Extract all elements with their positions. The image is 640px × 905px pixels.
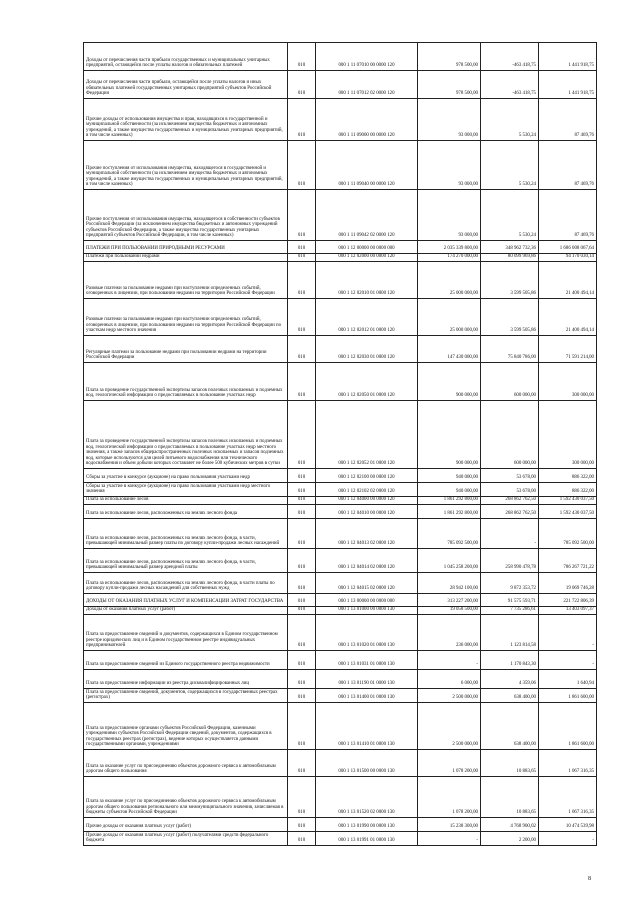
approved-plan: 1 078 200,00 [418,777,481,818]
budget-classification-code: 000 1 13 01991 01 0000 130 [316,832,418,846]
approved-plan: 93 000,00 [418,190,481,241]
table-row [84,71,597,99]
revenue-name: Плата за использование лесов, расположенных на землях лесного фонда [84,505,288,519]
unexecuted-amount: 1 441 918,75 [539,43,597,71]
revenue-name: Прочие поступления от использования имущества, находящегося в собственности субъектов Российской Федерации (за исключением имущества бюджетных и автономных учреждений субъектов Российской Федерации, а также имущества государственных унитарных предприятий субъектов Российской Федерации, в том числе казенных) [84,190,288,241]
executed-amount: - [481,519,539,549]
table-row [84,299,597,336]
revenue-name: Платежи при пользовании недрами [84,254,288,262]
revenue-name: Разовые платежи за пользование недрами при наступлении определенных событий, оговоренных в лицензии, при пользовании недрами на территории Российской Федерации [84,262,288,299]
approved-plan: 6 000,00 [418,670,481,689]
executed-amount: 75 840 786,00 [481,336,539,363]
table-row [84,505,597,519]
line-code: 010 [288,777,316,818]
table-row [84,670,597,689]
revenue-name: Плата за оказание услуг по присоединению объектов дорожного сервиса к автомобильным дорогам общего пользования регионального или межмуниципального значения, зачисляемая в бюджеты субъектов Российской Федерации [84,777,288,818]
budget-classification-code: 000 1 13 01500 00 0000 130 [316,750,418,777]
line-code: 010 [288,363,316,401]
table-row [84,549,597,573]
unexecuted-amount: - [539,615,597,651]
unexecuted-amount: 1 067 316,35 [539,750,597,777]
line-code: 010 [288,43,316,71]
executed-amount: 4 768 900,02 [481,818,539,832]
budget-classification-code: 000 1 12 02010 01 0000 120 [316,262,418,299]
approved-plan: 2 500 000,00 [418,689,481,703]
revenue-name: Сборы за участие в конкурсе (аукционе) на право пользования участками недр местного значения [84,483,288,497]
approved-plan: 1 078 200,00 [418,750,481,777]
approved-plan: 900 000,00 [418,363,481,401]
executed-amount: 9 872 353,72 [481,573,539,594]
revenue-name: Плата за предоставление сведений из Единого государственного реестра недвижимости [84,651,288,670]
approved-plan: 19 058 500,00 [418,607,481,615]
revenue-name: Плата за использование лесов, расположенных на землях лесного фонда, в части платы по договору купли-продажи лесных насаждений для собственных нужд [84,573,288,594]
line-code: 010 [288,519,316,549]
unexecuted-amount: 21 400 494,14 [539,299,597,336]
budget-classification-code: 000 1 12 00000 00 0000 000 [316,241,418,254]
executed-amount: 10 883,65 [481,777,539,818]
executed-amount: 4 359,06 [481,670,539,689]
line-code: 010 [288,71,316,99]
budget-classification-code: 000 1 13 01000 00 0000 130 [316,607,418,615]
unexecuted-amount: 13 403 097,37 [539,607,597,615]
table-row [84,651,597,670]
line-code: 010 [288,241,316,254]
line-code: 010 [288,818,316,832]
page-number: 8 [588,876,591,882]
table-row [84,519,597,549]
budget-classification-code: 000 1 13 01190 01 0000 130 [316,670,418,689]
executed-amount: -463 418,75 [481,43,539,71]
approved-plan: 2 035 339 800,00 [418,241,481,254]
unexecuted-amount: 300 000,00 [539,363,597,401]
approved-plan: 1 861 292 800,00 [418,497,481,505]
table-row [84,141,597,190]
budget-classification-code: 000 1 11 07012 02 0000 120 [316,71,418,99]
budget-classification-code: 000 1 12 02102 02 0000 120 [316,483,418,497]
approved-plan: - [418,832,481,846]
revenue-name: Доходы от перечисления части прибыли государственных и муниципальных унитарных предприятий, остающейся после уплаты налогов и обязательных платежей [84,43,288,71]
revenue-name: Плата за предоставление сведений и документов, содержащихся в Едином государственном реестре юридических лиц и в Едином государственном реестре индивидуальных предпринимателей [84,615,288,651]
revenue-name: Плата за использование лесов, расположенных на землях лесного фонда, в части, превышающей минимальный размер платы по договору купли-продажи лесных насаждений [84,519,288,549]
line-code: 010 [288,190,316,241]
approved-plan: 93 000,00 [418,141,481,190]
approved-plan: 978 500,00 [418,71,481,99]
unexecuted-amount: 300 000,00 [539,401,597,469]
approved-plan: 940 000,00 [418,469,481,483]
table-row [84,689,597,703]
approved-plan: 25 000 000,00 [418,299,481,336]
line-code: 010 [288,99,316,141]
budget-revenue-table [83,42,597,846]
budget-classification-code: 000 1 12 02012 01 0000 120 [316,299,418,336]
budget-classification-code: 000 1 12 02050 01 0000 120 [316,363,418,401]
budget-classification-code: 000 1 12 02052 01 0000 120 [316,401,418,469]
table-row [84,401,597,469]
budget-classification-code: 000 1 13 01520 02 0000 130 [316,777,418,818]
executed-amount: 268 862 762,50 [481,505,539,519]
unexecuted-amount: 87 469,76 [539,141,597,190]
approved-plan: 1 861 292 800,00 [418,505,481,519]
unexecuted-amount: 786 267 721,22 [539,549,597,573]
executed-amount: 5 530,24 [481,99,539,141]
unexecuted-amount: 886 322,00 [539,469,597,483]
table-row [84,607,597,615]
revenue-name: Плата за использование лесов, расположенных на землях лесного фонда, в части, превышающей минимальный размер арендной платы [84,549,288,573]
approved-plan: 93 000,00 [418,99,481,141]
approved-plan: 978 500,00 [418,43,481,71]
unexecuted-amount: 19 069 746,28 [539,573,597,594]
unexecuted-amount: 1 067 316,35 [539,777,597,818]
revenue-name: Плата за проведение государственной экспертизы запасов полезных ископаемых и подземных вод, геологической информации о предоставляемых в пользование участках недр [84,363,288,401]
approved-plan: 2 500 000,00 [418,703,481,750]
revenue-name: Плата за оказание услуг по присоединению объектов дорожного сервиса к автомобильным дорогам общего пользования [84,750,288,777]
revenue-name: Плата за проведение государственной экспертизы запасов полезных ископаемых и подземных вод, геологической информации о предоставляемых в пользование участках недр местного значения, а также запасов общераспространенных полезных ископаемых и запасов подземных вод, которые используются для целей питьевого водоснабжения или технического водоснабжения и объем добычи которых составляет не более 500 кубических метров в сутки [84,401,288,469]
unexecuted-amount: - [539,651,597,670]
approved-plan: 940 000,00 [418,483,481,497]
unexecuted-amount: 87 469,76 [539,190,597,241]
executed-amount: 91 575 593,71 [481,594,539,607]
approved-plan: 313 227 200,00 [418,594,481,607]
line-code: 010 [288,651,316,670]
table-row [84,469,597,483]
budget-classification-code: 000 1 12 04015 02 0000 120 [316,573,418,594]
table-row [84,832,597,846]
budget-classification-code: 000 1 13 00000 00 0000 000 [316,594,418,607]
executed-amount: 2 200,00 [481,832,539,846]
table-row [84,615,597,651]
budget-classification-code: 000 1 13 01410 01 0000 130 [316,703,418,750]
line-code: 010 [288,703,316,750]
approved-plan: 25 000 000,00 [418,262,481,299]
executed-amount: 5 530,24 [481,190,539,241]
line-code: 010 [288,505,316,519]
revenue-name: Плата за предоставление органами субъектов Российской Федерации, казенными учреждениями субъектов Российской Федерации сведений, документов, содержащихся в государственных реестрах (регистрах), ведение которых осуществляется данными государственными органами, учреждениями [84,703,288,750]
unexecuted-amount: 1 640,94 [539,670,597,689]
table-row [84,43,597,71]
approved-plan: 174 270 000,00 [418,254,481,262]
budget-classification-code: 000 1 12 02000 00 0000 120 [316,254,418,262]
budget-classification-code: 000 1 13 01031 01 0000 130 [316,651,418,670]
executed-amount: 348 962 732,36 [481,241,539,254]
executed-amount: 1 123 814,58 [481,615,539,651]
executed-amount: 80 099 969,86 [481,254,539,262]
line-code: 010 [288,262,316,299]
executed-amount: -463 418,75 [481,71,539,99]
line-code: 010 [288,401,316,469]
budget-classification-code: 000 1 12 02030 01 0000 120 [316,336,418,363]
unexecuted-amount: 1 441 918,75 [539,71,597,99]
revenue-name: Плата за предоставление информации из реестра дисквалифицированных лиц [84,670,288,689]
executed-amount: 638 400,00 [481,703,539,750]
revenue-name: Сборы за участие в конкурсе (аукционе) на право пользования участками недр [84,469,288,483]
unexecuted-amount: 87 469,76 [539,99,597,141]
table-row [84,750,597,777]
unexecuted-amount: 1 686 008 067,64 [539,241,597,254]
line-code: 010 [288,689,316,703]
table-row [84,190,597,241]
table-row [84,703,597,750]
executed-amount: 600 000,00 [481,401,539,469]
unexecuted-amount: 94 170 030,14 [539,254,597,262]
line-code: 010 [288,497,316,505]
executed-amount: 10 883,65 [481,750,539,777]
table-row [84,363,597,401]
unexecuted-amount: 1 861 600,00 [539,689,597,703]
executed-amount: 5 530,24 [481,141,539,190]
budget-classification-code: 000 1 12 02100 00 0000 120 [316,469,418,483]
revenue-name: Плата за использование лесов [84,497,288,505]
approved-plan: 15 238 300,00 [418,818,481,832]
approved-plan: 900 000,00 [418,401,481,469]
executed-amount: 53 678,00 [481,483,539,497]
budget-classification-code: 000 1 13 01400 01 0000 130 [316,689,418,703]
unexecuted-amount: 221 722 806,39 [539,594,597,607]
executed-amount: 638 400,00 [481,689,539,703]
unexecuted-amount: 21 400 494,14 [539,262,597,299]
table-row [84,594,597,607]
unexecuted-amount: 1 592 430 037,50 [539,505,597,519]
budget-classification-code: 000 1 11 07010 00 0000 120 [316,43,418,71]
revenue-name: Доходы от оказания платных услуг (работ) [84,607,288,615]
budget-classification-code: 000 1 12 04014 02 0000 120 [316,549,418,573]
line-code: 010 [288,670,316,689]
executed-amount: 3 599 505,86 [481,262,539,299]
table-row [84,241,597,254]
line-code: 010 [288,299,316,336]
revenue-name: ДОХОДЫ ОТ ОКАЗАНИЯ ПЛАТНЫХ УСЛУГ И КОМПЕНСАЦИИ ЗАТРАТ ГОСУДАРСТВА [84,594,288,607]
budget-classification-code: 000 1 11 09040 00 0000 120 [316,141,418,190]
unexecuted-amount: 1 592 430 037,50 [539,497,597,505]
line-code: 010 [288,336,316,363]
budget-classification-code: 000 1 11 09000 00 0000 120 [316,99,418,141]
line-code: 010 [288,832,316,846]
line-code: 010 [288,750,316,777]
budget-classification-code: 000 1 12 04000 00 0000 120 [316,497,418,505]
revenue-name: Прочие доходы от оказания платных услуг (работ) получателями средств федерального бюджета [84,832,288,846]
executed-amount: 3 599 505,86 [481,299,539,336]
revenue-name: Прочие доходы от оказания платных услуг (работ) [84,818,288,832]
unexecuted-amount: 785 092 500,00 [539,519,597,549]
line-code: 010 [288,141,316,190]
table-row [84,336,597,363]
approved-plan: - [418,651,481,670]
approved-plan: 236 000,00 [418,615,481,651]
unexecuted-amount: 886 322,00 [539,483,597,497]
executed-amount: 53 678,00 [481,469,539,483]
budget-classification-code: 000 1 13 01020 01 0000 130 [316,615,418,651]
line-code: 010 [288,254,316,262]
unexecuted-amount: - [539,832,597,846]
executed-amount: 268 862 762,50 [481,497,539,505]
table-row [84,99,597,141]
line-code: 010 [288,594,316,607]
table-row [84,497,597,505]
table-row [84,818,597,832]
line-code: 010 [288,607,316,615]
executed-amount: 258 990 478,78 [481,549,539,573]
executed-amount: 600 000,00 [481,363,539,401]
approved-plan: 785 092 500,00 [418,519,481,549]
revenue-name: ПЛАТЕЖИ ПРИ ПОЛЬЗОВАНИИ ПРИРОДНЫМИ РЕСУРСАМИ [84,241,288,254]
budget-classification-code: 000 1 12 04010 00 0000 120 [316,505,418,519]
approved-plan: 147 430 000,00 [418,336,481,363]
executed-amount: 7 735 286,61 [481,607,539,615]
revenue-name: Плата за предоставление сведений, документов, содержащихся в государственных реестрах (регистрах) [84,689,288,703]
budget-classification-code: 000 1 12 04013 02 0000 120 [316,519,418,549]
revenue-name: Доходы от перечисления части прибыли, остающейся после уплаты налогов и иных обязательных платежей государственных унитарных предприятий субъектов Российской Федерации [84,71,288,99]
table-row [84,254,597,262]
approved-plan: 28 942 100,00 [418,573,481,594]
table-row [84,777,597,818]
unexecuted-amount: 71 591 214,00 [539,336,597,363]
line-code: 010 [288,573,316,594]
line-code: 010 [288,483,316,497]
budget-classification-code: 000 1 11 09042 02 0000 120 [316,190,418,241]
revenue-name: Разовые платежи за пользование недрами при наступлении определенных событий, оговоренных в лицензии, при пользовании недрами на территории Российской Федерации по участкам недр местного значения [84,299,288,336]
revenue-name: Прочие доходы от использования имущества и прав, находящихся в государственной и муниципальной собственности (за исключением имущества бюджетных и автономных учреждений, а также имущества государственных и муниципальных унитарных предприятий, в том числе казенных) [84,99,288,141]
unexecuted-amount: 1 861 600,00 [539,703,597,750]
revenue-name: Регулярные платежи за пользование недрами при пользовании недрами на территории Российской Федерации [84,336,288,363]
approved-plan: 1 045 258 200,00 [418,549,481,573]
line-code: 010 [288,469,316,483]
line-code: 010 [288,549,316,573]
line-code: 010 [288,615,316,651]
table-row [84,483,597,497]
executed-amount: 1 170 843,30 [481,651,539,670]
table-row [84,573,597,594]
budget-classification-code: 000 1 13 01990 00 0000 130 [316,818,418,832]
unexecuted-amount: 10 474 539,98 [539,818,597,832]
revenue-name: Прочие поступления от использования имущества, находящегося в государственной и муниципальной собственности (за исключением имущества бюджетных и автономных учреждений, а также имущества государственных и муниципальных унитарных предприятий, в том числе казенных) [84,141,288,190]
table-row [84,262,597,299]
